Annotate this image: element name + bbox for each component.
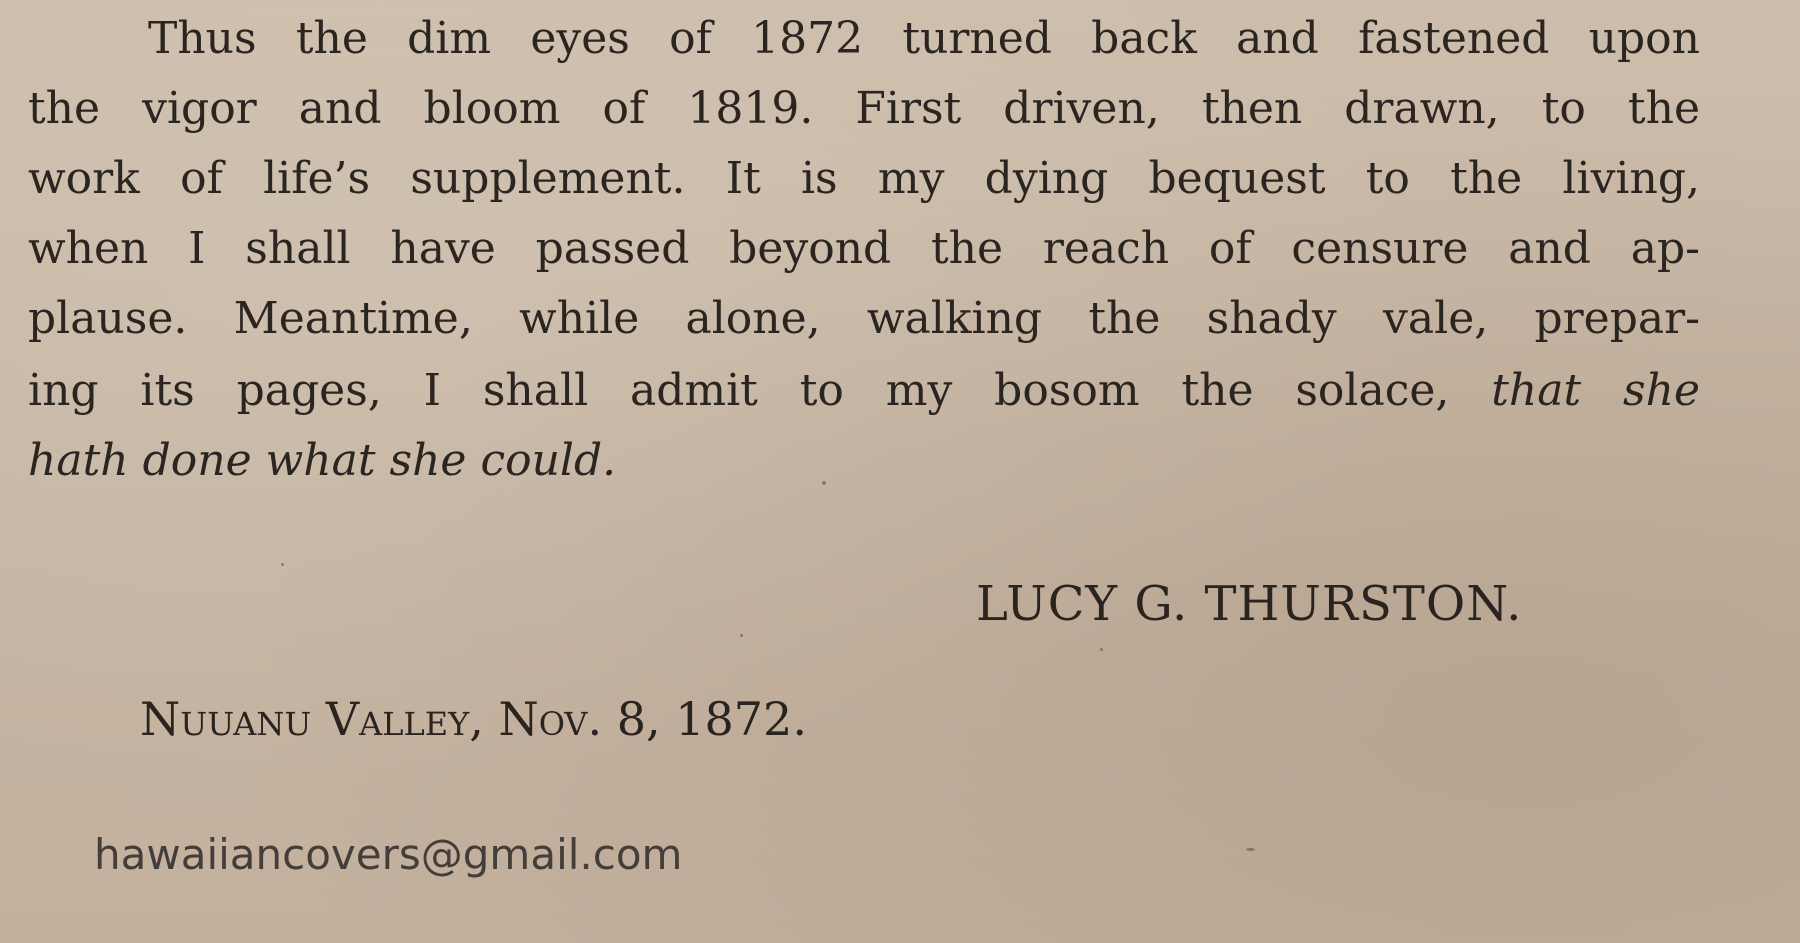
line-text-italic: that she [1491, 365, 1700, 416]
paper-speck [740, 634, 743, 637]
paper-speck [822, 481, 826, 485]
line-text: plause. Meantime, while alone, walking the shady vale, prepar- [28, 293, 1700, 344]
line-text: the vigor and bloom of 1819. First driven, then drawn, to the [28, 83, 1700, 134]
line-text: work of life’s supplement. It is my dying bequest to the living, [28, 153, 1700, 204]
signature: LUCY G. THURSTON. [976, 576, 1523, 632]
paper-speck [281, 563, 284, 566]
paragraph-line [28, 150, 1700, 208]
line-text-italic: hath done what she could. [28, 435, 617, 486]
paragraph-line [148, 10, 1700, 68]
paragraph-line [28, 362, 1700, 420]
watermark-email: hawaiiancovers@gmail.com [94, 830, 683, 879]
paragraph-line [28, 80, 1700, 138]
place-date: Nuuanu Valley, Nov. 8, 1872. [140, 692, 807, 746]
paper-speck [1100, 648, 1103, 651]
paragraph-line [28, 220, 1700, 278]
paragraph-line [28, 432, 616, 490]
line-text: ing its pages, I shall admit to my bosom the solace, [28, 365, 1492, 416]
line-text: when I shall have passed beyond the reach of censure and ap- [28, 223, 1700, 274]
line-text: Thus the dim eyes of 1872 turned back and fastened upon [148, 13, 1700, 64]
paper-speck [1246, 848, 1255, 851]
paragraph-line [28, 290, 1700, 348]
